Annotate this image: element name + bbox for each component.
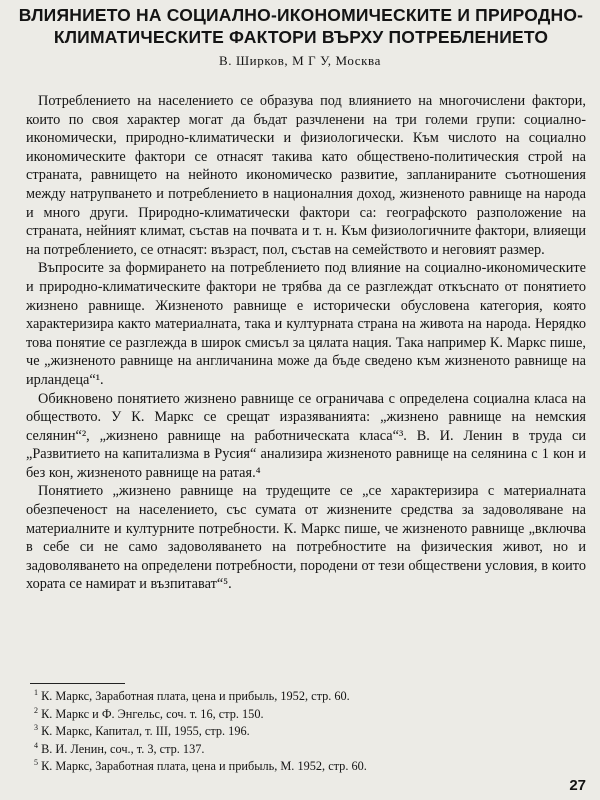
- article-body: [26, 92, 586, 594]
- footnote-number: 1: [34, 688, 38, 697]
- paragraph: Обикновено понятието жизнено равнище се ограничава с определена социална класа на обществото. У К. Маркс се срещат изразяванията: „жизнено равнище на немския селянин“², „жизнено равнище на работническата класа“³. В. И. Ленин в труда си „Развитието на капитализма в Русия“ анализира жизненото равнище на селянина с 1 кон и без кон, жизненото равнище на ратая.⁴: [26, 390, 586, 481]
- footnote: [34, 756, 574, 774]
- article-author: В. Ширков, М Г У, Москва: [219, 53, 381, 68]
- footnote-text: К. Маркс, Капитал, т. III, 1955, стр. 196.: [41, 724, 250, 739]
- footnote-text: К. Маркс и Ф. Энгельс, соч. т. 16, стр. 150.: [41, 706, 264, 721]
- footnote-text: В. И. Ленин, соч., т. 3, стр. 137.: [41, 741, 205, 756]
- page-number: 27: [569, 777, 586, 794]
- footnote-text: К. Маркс, Заработная плата, цена и прибыль, М. 1952, стр. 60.: [41, 759, 367, 774]
- footnote: [34, 739, 574, 757]
- footnote-number: 5: [34, 758, 38, 768]
- footnote-number: 4: [34, 740, 38, 750]
- footnote-text: К. Маркс, Заработная плата, цена и прибыль, 1952, стр. 60.: [41, 689, 350, 704]
- footnote: [34, 721, 574, 739]
- footnote-number: 3: [34, 723, 38, 733]
- footnote: [34, 704, 574, 722]
- footnote-number: 2: [34, 705, 38, 715]
- footnotes: [34, 686, 574, 774]
- article-title: ВЛИЯНИЕТО НА СОЦИАЛНО-ИКОНОМИЧЕСКИТЕ И ПРИРОДНО-КЛИМАТИЧЕСКИТЕ ФАКТОРИ ВЪРХУ ПОТРЕБЛЕНИЕТО: [18, 5, 584, 47]
- paragraph: Въпросите за формирането на потреблението под влияние на социално-икономическите и природно-климатическите фактори не трябва да се разглеждат откъснато от понятието жизнено равнище. Жизненото равнище е исторически обусловена категория, която характеризира както материалната, така и културната страна на живота на народа. Нерядко това понятие се разглежда в широк смисъл за цялата нация. Така например К. Маркс пише, че „жизненото равнище на англичанина може да бъде сведено към жизненото равнище на ирландеца“¹.: [26, 260, 586, 388]
- footnote: [34, 686, 574, 704]
- footnote-divider: [30, 683, 125, 684]
- paragraph: Понятието „жизнено равнище на трудещите се „се характеризира с материалната обезпеченост на населението, със сумата от жизнените средства за задоволяване на материалните и културните потребности. К. Маркс пише, че жизненото равнище „включва в себе си не само задоволяването на потребностите на физическия живот, но и задоволяването на определени потребности, породени от тези обществени условия, в които хората се намират и възпитават“⁵.: [26, 483, 586, 593]
- paragraph: Потреблението на населението се образува под влиянието на многочислени фактори, които по своя характер могат да бъдат разчленени на три големи групи: социално-икономически, природно-климатически и физиологически. Към числото на социално икономическите фактори се отнасят такива като обществено-политическия строй на страната, равнището на нейното икономическо развитие, запланираните съотношения между натрупването и потреблението в националния доход, жизненото равнище на народа и много други. Природно-климатически фактори са: географското разположение на страната, нейният климат, състав на почвата и т. н. Към физиологичните фактори, влияещи на потреблението, се отнасят: възраст, пол, състав на семейството и неговият размер.: [26, 93, 586, 258]
